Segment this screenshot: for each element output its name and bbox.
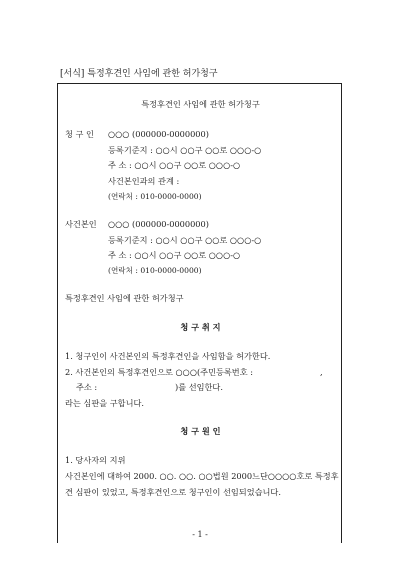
principal-contact: (연락처 : 010-0000-0000) [108, 266, 202, 275]
petitioner-address: 주 소 : ○○시 ○○구 ○○로 ○○○-○ [108, 160, 241, 170]
page-number: - 1 - [192, 530, 208, 539]
cause-subheading: 1. 당사자의 지위 [65, 455, 126, 465]
petitioner-name: ○○○ (000000-0000000) [108, 129, 209, 139]
purpose-line-2-end: , [320, 367, 323, 377]
petitioner-contact: (연락처 : 010-0000-0000) [108, 192, 202, 201]
purpose-heading: 청 구 취 지 [180, 322, 221, 332]
principal-label: 사건본인 [65, 219, 97, 229]
petitioner-registry: 등록기준지 : ○○시 ○○구 ○○로 ○○○-○ [108, 145, 262, 155]
principal-registry: 등록기준지 : ○○시 ○○구 ○○로 ○○○-○ [108, 235, 262, 245]
purpose-line-3: 주소 : [76, 382, 98, 392]
document-box [57, 83, 342, 543]
purpose-line-3-end: )를 선임한다. [175, 382, 223, 392]
principal-address: 주 소 : ○○시 ○○구 ○○로 ○○○-○ [108, 250, 241, 260]
principal-name: ○○○ (000000-0000000) [108, 219, 209, 229]
purpose-line-2: 2. 사건본인의 특정후견인으로 ○○○(주민등록번호 : [65, 367, 253, 377]
document-title: 특정후견인 사임에 관한 허가청구 [141, 99, 260, 109]
cause-line-1: 사건본인에 대하여 2000. ○○. ○○. ○○법원 2000느단○○○○호로 특정후 [65, 471, 339, 481]
petitioner-relation: 사건본인과의 관계 : [108, 176, 180, 186]
case-title: 특정후견인 사임에 관한 허가청구 [65, 293, 184, 303]
purpose-line-1: 1. 청구인이 사건본인의 특정후견인을 사임함을 허가한다. [65, 351, 271, 361]
cause-line-2: 견 심판이 있었고, 특정후견인으로 청구인이 선임되었습니다. [65, 487, 281, 497]
petitioner-label: 청 구 인 [65, 129, 94, 139]
purpose-line-4: 라는 심판을 구합니다. [65, 398, 144, 408]
form-label: [서식] 특정후견인 사임에 관한 허가청구 [60, 69, 218, 79]
cause-heading: 청 구 원 인 [180, 426, 221, 436]
